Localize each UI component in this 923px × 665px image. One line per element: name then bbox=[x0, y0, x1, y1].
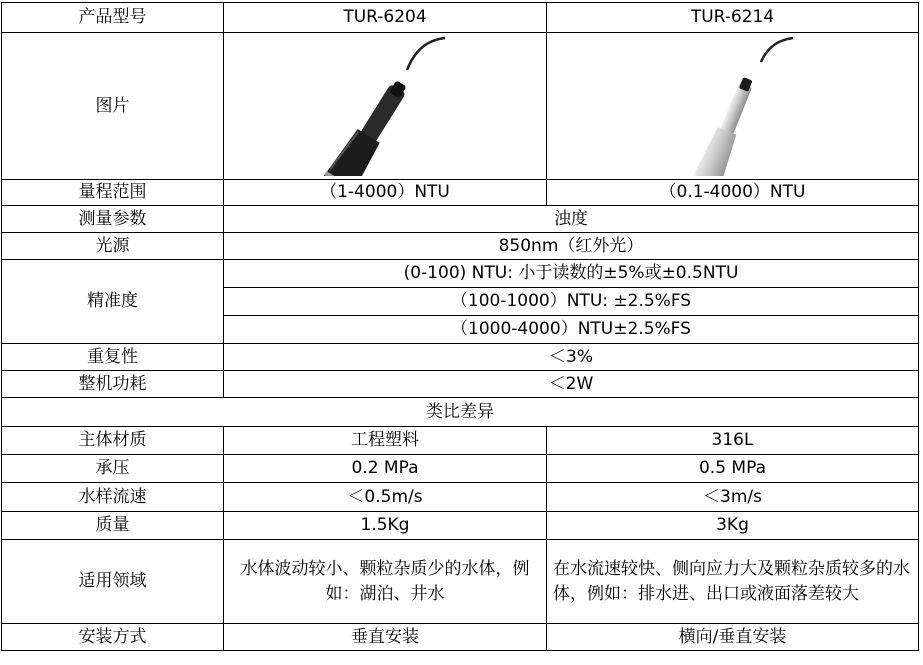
range-label: 量程范围 bbox=[2, 180, 224, 206]
power-label: 整机功耗 bbox=[2, 371, 224, 398]
spec-table bbox=[1, 2, 919, 651]
flow-label: 水样流速 bbox=[2, 483, 224, 512]
material-a: 工程塑料 bbox=[224, 427, 547, 455]
install-a: 垂直安装 bbox=[224, 624, 547, 651]
pressure-b: 0.5 MPa bbox=[547, 455, 919, 483]
sensor-black-image bbox=[295, 36, 475, 176]
range-a: （1-4000）NTU bbox=[224, 180, 547, 206]
row-range bbox=[2, 180, 919, 206]
row-material bbox=[2, 427, 919, 455]
row-field bbox=[2, 540, 919, 624]
install-b: 横向/垂直安装 bbox=[547, 624, 919, 651]
weight-a: 1.5Kg bbox=[224, 512, 547, 540]
image-a-cell bbox=[224, 33, 547, 180]
pressure-label: 承压 bbox=[2, 455, 224, 483]
param-label: 测量参数 bbox=[2, 206, 224, 233]
row-install bbox=[2, 624, 919, 651]
weight-label: 质量 bbox=[2, 512, 224, 540]
row-accuracy-1 bbox=[2, 260, 919, 288]
flow-b: ＜3m/s bbox=[547, 483, 919, 512]
row-weight bbox=[2, 512, 919, 540]
row-image bbox=[2, 33, 919, 180]
image-b-cell bbox=[547, 33, 919, 180]
row-pressure bbox=[2, 455, 919, 483]
repeat-value: ＜3% bbox=[224, 344, 919, 371]
model-a: TUR-6204 bbox=[224, 3, 547, 33]
model-label: 产品型号 bbox=[2, 3, 224, 33]
accuracy-line-2: （100-1000）NTU: ±2.5%FS bbox=[224, 288, 919, 316]
row-param bbox=[2, 206, 919, 233]
accuracy-line-1: (0-100) NTU: 小于读数的±5%或±0.5NTU bbox=[224, 260, 919, 288]
row-power bbox=[2, 371, 919, 398]
field-label: 适用领域 bbox=[2, 540, 224, 624]
material-b: 316L bbox=[547, 427, 919, 455]
param-value: 浊度 bbox=[224, 206, 919, 233]
field-a: 水体波动较小、颗粒杂质少的水体，例如：湖泊、井水 bbox=[224, 540, 547, 624]
power-value: ＜2W bbox=[224, 371, 919, 398]
row-model bbox=[2, 3, 919, 33]
field-b: 在水流速较快、侧向应力大及颗粒杂质较多的水体，例如：排水进、出口或液面落差较大 bbox=[547, 540, 919, 624]
accuracy-label: 精准度 bbox=[2, 260, 224, 344]
install-label: 安装方式 bbox=[2, 624, 224, 651]
row-light bbox=[2, 233, 919, 260]
repeat-label: 重复性 bbox=[2, 344, 224, 371]
light-label: 光源 bbox=[2, 233, 224, 260]
range-b: （0.1-4000）NTU bbox=[547, 180, 919, 206]
weight-b: 3Kg bbox=[547, 512, 919, 540]
model-b: TUR-6214 bbox=[547, 3, 919, 33]
material-label: 主体材质 bbox=[2, 427, 224, 455]
accuracy-line-3: （1000-4000）NTU±2.5%FS bbox=[224, 316, 919, 344]
section-title: 类比差异 bbox=[2, 398, 919, 427]
sensor-steel-image bbox=[643, 36, 823, 176]
row-section bbox=[2, 398, 919, 427]
flow-a: ＜0.5m/s bbox=[224, 483, 547, 512]
row-flow bbox=[2, 483, 919, 512]
pressure-a: 0.2 MPa bbox=[224, 455, 547, 483]
image-label: 图片 bbox=[2, 33, 224, 180]
row-repeat bbox=[2, 344, 919, 371]
light-value: 850nm（红外光） bbox=[224, 233, 919, 260]
